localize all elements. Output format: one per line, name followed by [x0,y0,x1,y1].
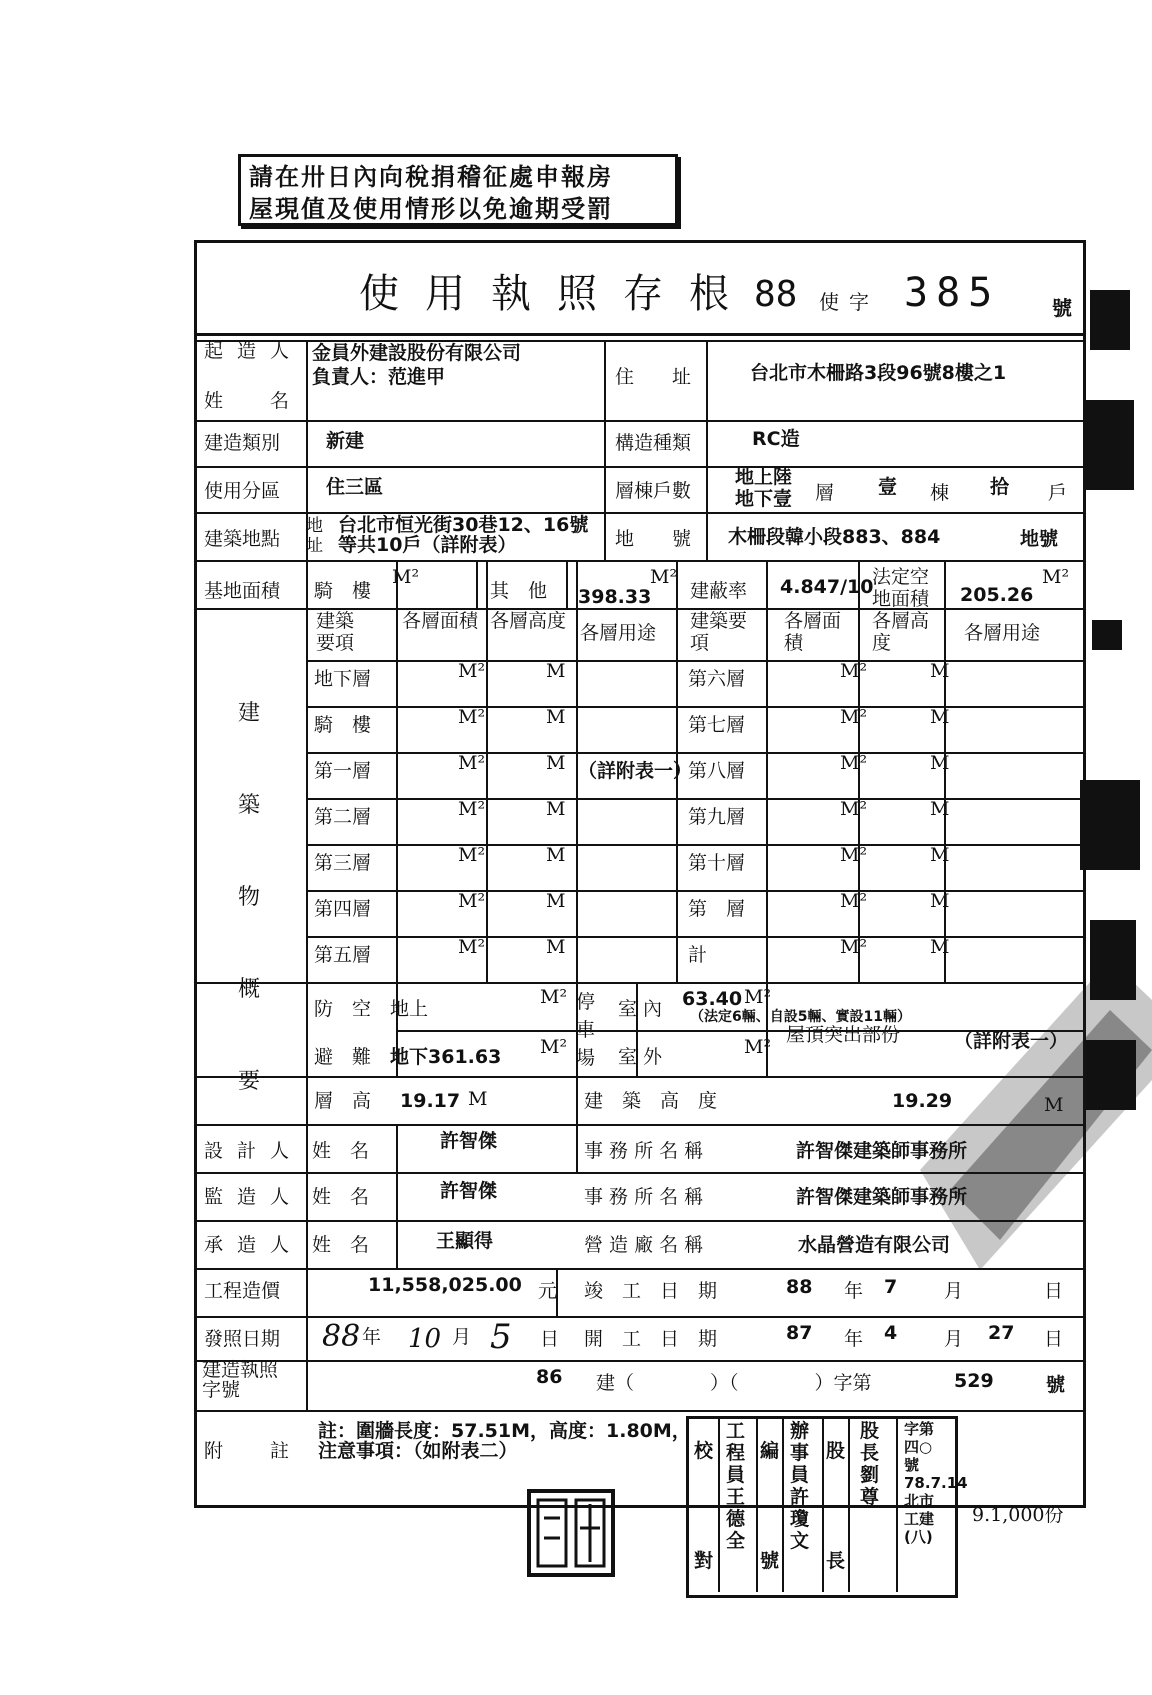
site-address-line1: 台北市恒光街30巷12、16號 [338,514,589,536]
stamp-chief: 股長劉尊 [860,1420,880,1508]
label-indoor: 室 內 [618,998,663,1020]
build-permit-suffix: 號 [1046,1374,1066,1396]
builder-representative: 負責人：范進甲 [312,366,446,388]
print-note: 9.1,000份 [972,1504,1064,1526]
floor-right-height-unit: M [930,660,950,682]
builder-company: 金員外建設股份有限公司 [312,342,522,364]
label-supervisor-office: 事 務 所 名 稱 [584,1186,704,1208]
label-supervisor-name: 姓 名 [312,1186,370,1208]
use-zone: 住三區 [326,476,384,498]
stamp-check: 校 [694,1440,714,1462]
start-day-label: 日 [1044,1328,1064,1350]
start-day: 27 [988,1322,1015,1344]
label-completion-date: 竣 工 日 期 [584,1280,718,1302]
supervisor-name: 許智傑 [440,1180,498,1202]
label-air-raid-1: 防 空 [314,998,372,1020]
floor-height-unit: M [468,1088,488,1110]
col-height-right: 各層高度 [872,610,930,654]
floor-right-height-unit: M [930,706,950,728]
label-building-overview: 建築物概要 [238,701,261,1094]
floor-left-area-unit: M² [458,706,486,728]
form-title: 使用執照存根 [359,271,755,317]
stamp-form-code: 字第四○號 78.7.14 北市工建(八) [904,1420,968,1546]
floors-below: 地下壹 [735,488,793,510]
contractor-name: 王顯得 [436,1230,494,1252]
floor-left-height-unit: M [546,890,566,912]
col-height-left: 各層高度 [490,610,567,632]
outdoor-unit: M² [744,1036,772,1058]
floor-left-label: 第四層 [314,898,372,920]
floors-unit-suffix: 戶 [1048,482,1068,504]
floor-use-note: （詳附表一） [578,760,693,782]
label-builder: 起造人 [204,340,304,362]
label-air-raid-2: 避 難 [314,1046,372,1068]
issue-day: 5 [490,1317,512,1357]
issue-month-label: 月 [452,1326,472,1348]
floor-right-label: 第八層 [688,760,746,782]
build-permit-number: 529 [954,1370,994,1392]
build-permit-text: 建（ ）（ ）字第 [596,1372,872,1394]
label-designer: 設計人 [204,1140,304,1162]
floor-right-label: 第 層 [688,898,746,920]
stamp-officer: 辦事員許瓊文 [790,1420,810,1552]
label-remarks: 附 註 [204,1440,304,1462]
designer-office: 許智傑建築師事務所 [796,1140,968,1162]
stamp-head: 長 [826,1550,846,1572]
floor-left-area-unit: M² [458,752,486,774]
label-floor-height: 層 高 [314,1090,372,1112]
designer-name: 許智傑 [440,1130,498,1152]
floor-left-area-unit: M² [458,798,486,820]
indoor-unit: M² [744,986,772,1008]
floor-left-height-unit: M [546,844,566,866]
floor-left-height-unit: M [546,706,566,728]
floor-left-label: 地下層 [314,668,372,690]
start-month: 4 [884,1322,898,1344]
label-address: 住 址 [615,366,692,388]
tax-notice-box [238,154,678,226]
floor-right-height-unit: M [930,890,950,912]
label-designer-office: 事 務 所 名 稱 [584,1140,704,1162]
label-contractor: 承造人 [204,1234,304,1256]
floor-left-label: 第三層 [314,852,372,874]
col-item-left: 建築要項 [316,610,355,654]
roof-note: （詳附表一） [954,1030,1069,1052]
start-month-label: 月 [944,1328,964,1350]
floor-right-label: 第九層 [688,806,746,828]
air-raid-above-unit: M² [540,986,568,1008]
label-site-location: 建築地點 [204,528,281,550]
start-year: 87 [786,1322,813,1344]
tax-notice-line1: 請在卅日內向稅捐稽征處申報房 [249,163,613,191]
floors-buildings: 壹 [878,476,898,498]
label-lot-number: 地 號 [615,528,692,550]
issue-year: 88 [322,1319,361,1354]
floor-right-height-unit: M [930,798,950,820]
label-roof-part: 屋頂突出部份 [786,1024,901,1046]
label-contractor-name: 姓 名 [312,1234,370,1256]
label-open-space: 法定空地面積 [872,566,930,610]
structure-type: RC造 [752,428,800,450]
floor-right-label: 第七層 [688,714,746,736]
label-use-zone: 使用分區 [204,480,281,502]
stamp-section: 股 [826,1440,846,1462]
label-site-address-tag: 地址 [306,516,323,556]
permit-suffix: 號 [1052,296,1072,320]
floor-right-area-unit: M² [840,660,868,682]
floor-right-label: 計 [688,944,708,966]
air-raid-below: 地下361.63 [390,1046,502,1068]
completion-year: 88 [786,1276,813,1298]
label-parking: 停車場 [576,991,596,1069]
label-outdoor: 室 外 [618,1046,663,1068]
floor-right-area-unit: M² [840,752,868,774]
supervisor-office: 許智傑建築師事務所 [796,1186,968,1208]
stamp-engineer: 工程員王德全 [726,1420,746,1552]
floor-left-label: 第二層 [314,806,372,828]
issue-day-label: 日 [540,1328,560,1350]
arcade-unit: M² [392,566,420,588]
label-designer-name: 姓 名 [312,1140,370,1162]
floor-left-area-unit: M² [458,890,486,912]
official-seal [526,1488,616,1578]
other-area: 398.33 [578,586,652,608]
label-floors-units: 層棟戶數 [615,480,692,502]
open-space-unit: M² [1042,566,1070,588]
stamp-number: 號 [760,1550,780,1572]
floor-left-height-unit: M [546,752,566,774]
label-build-category: 建造類別 [204,432,281,454]
lot-number: 木柵段韓小段883、884 [728,526,941,548]
lot-suffix: 地號 [1020,528,1059,550]
floor-right-area-unit: M² [840,798,868,820]
floor-left-label: 第一層 [314,760,372,782]
completion-month-label: 月 [944,1280,964,1302]
floor-left-label: 騎 樓 [314,714,372,736]
cost-value: 11,558,025.00 [368,1274,522,1296]
label-base-area: 基地面積 [204,580,281,602]
label-contractor-factory: 營 造 廠 名 稱 [584,1234,704,1256]
other-unit: M² [650,566,678,588]
col-area-right: 各層面積 [784,610,842,654]
remark-line1: 註：圍牆長度：57.51M，高度：1.80M， [318,1420,691,1442]
start-year-label: 年 [844,1328,864,1350]
floor-left-area-unit: M² [458,936,486,958]
remark-line2: 注意事項：（如附表二） [318,1440,518,1462]
stamp-proof: 對 [694,1550,714,1572]
air-raid-above: 地上 [390,998,429,1020]
floor-height: 19.17 [400,1090,461,1112]
title-row [194,240,1086,336]
label-structure-type: 構造種類 [615,432,692,454]
label-cost: 工程造價 [204,1280,281,1302]
floor-left-area-unit: M² [458,660,486,682]
label-other: 其 他 [490,580,548,602]
completion-year-label: 年 [844,1280,864,1302]
floor-right-area-unit: M² [840,936,868,958]
margin-stamp-marks [1080,280,1152,1160]
completion-month: 7 [884,1276,898,1298]
col-item-right: 建築要項 [690,610,748,654]
floor-left-label: 第五層 [314,944,372,966]
col-use-right: 各層用途 [964,622,1041,644]
issue-month: 10 [408,1324,442,1354]
contractor-factory: 水晶營造有限公司 [798,1234,951,1256]
col-area-left: 各層面積 [402,610,479,632]
label-builder-name: 姓 名 [204,390,304,412]
floor-left-height-unit: M [546,798,566,820]
build-category: 新建 [326,430,365,452]
label-build-permit: 建造執照字號 [202,1359,279,1401]
tax-notice-line2: 屋現值及使用情形以免逾期受罰 [249,195,613,223]
indoor-note: （法定6輛、自設5輛、實設11輛） [690,1009,911,1025]
coverage: 4.847/10 [780,576,874,598]
floor-left-height-unit: M [546,660,566,682]
floor-right-area-unit: M² [840,706,868,728]
issue-year-label: 年 [362,1326,382,1348]
cost-unit: 元 [538,1280,558,1302]
permit-number: 385 [904,270,1001,316]
floor-right-area-unit: M² [840,844,868,866]
label-coverage: 建蔽率 [690,580,748,602]
building-height-unit: M [1044,1094,1064,1116]
permit-type: 使字 [819,290,879,314]
floor-right-label: 第六層 [688,668,746,690]
site-address-line2: 等共10戶（詳附表） [338,534,517,556]
floor-right-label: 第十層 [688,852,746,874]
floors-above: 地上陸 [735,466,793,488]
label-issue-date: 發照日期 [204,1328,281,1350]
label-arcade: 騎 樓 [314,580,372,602]
open-space-area: 205.26 [960,584,1034,606]
indoor-area: 63.40 [682,988,743,1010]
building-height: 19.29 [892,1090,953,1112]
floors-building-unit: 棟 [930,482,950,504]
floor-right-height-unit: M [930,752,950,774]
floor-right-height-unit: M [930,936,950,958]
build-permit-year: 86 [536,1366,563,1388]
floors-units-value: 拾 [990,476,1010,498]
builder-address: 台北市木柵路3段96號8樓之1 [750,362,1007,384]
permit-year: 88 [754,274,798,315]
floors-layer: 層 [815,482,835,504]
label-building-height: 建 築 高 度 [584,1090,718,1112]
col-use-left: 各層用途 [580,622,657,644]
floor-left-area-unit: M² [458,844,486,866]
floor-right-height-unit: M [930,844,950,866]
label-supervisor: 監造人 [204,1186,304,1208]
stamp-edit: 編 [760,1440,780,1462]
completion-day-label: 日 [1044,1280,1064,1302]
floor-right-area-unit: M² [840,890,868,912]
air-raid-below-unit: M² [540,1036,568,1058]
label-start-date: 開 工 日 期 [584,1328,718,1350]
floor-left-height-unit: M [546,936,566,958]
